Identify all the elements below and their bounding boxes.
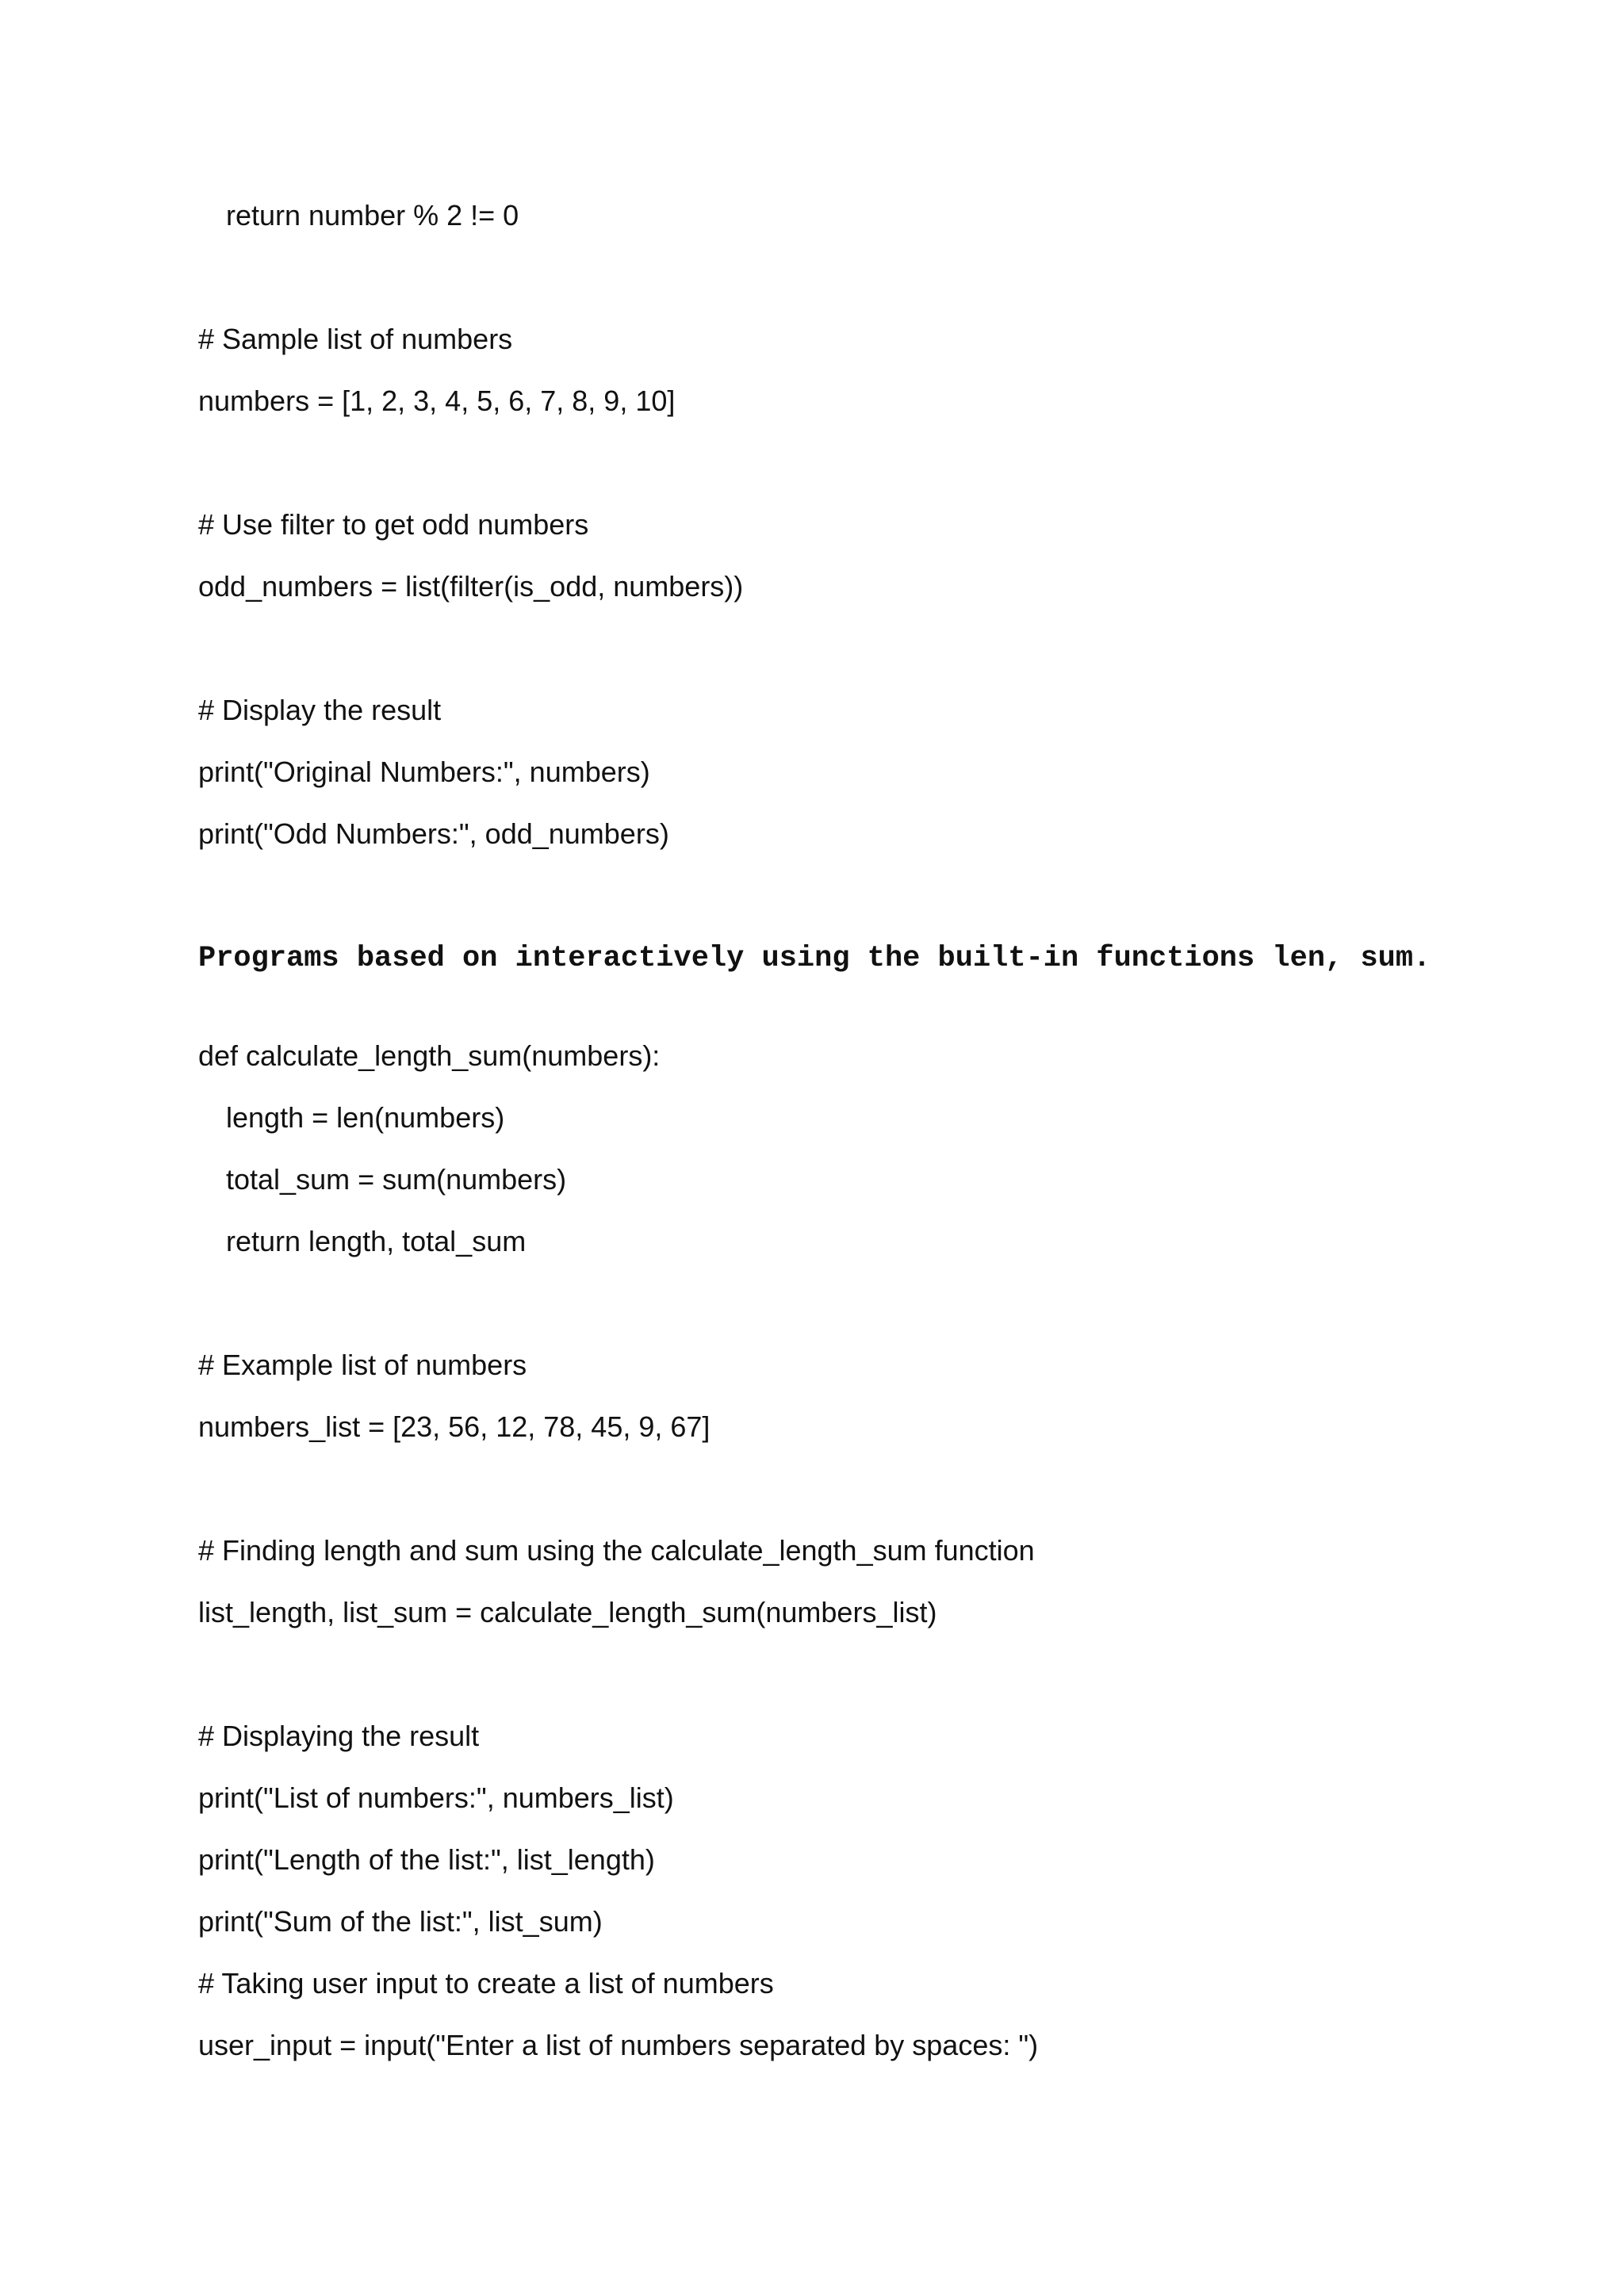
code-comment: # Finding length and sum using the calculate_length_sum function — [198, 1534, 1035, 1567]
code-comment: # Use filter to get odd numbers — [198, 508, 589, 541]
code-line: odd_numbers = list(filter(is_odd, numbers)) — [198, 570, 744, 603]
code-line: print("List of numbers:", numbers_list) — [198, 1781, 674, 1814]
code-line: return length, total_sum — [226, 1225, 527, 1257]
code-line: print("Original Numbers:", numbers) — [198, 756, 650, 788]
section-heading: Programs based on interactively using the built-in functions len, sum. — [198, 942, 1431, 975]
code-line: print("Length of the list:", list_length) — [198, 1843, 655, 1876]
code-line: numbers_list = [23, 56, 12, 78, 45, 9, 67] — [198, 1410, 710, 1443]
code-comment: # Taking user input to create a list of numbers — [198, 1967, 774, 1999]
code-line: return number % 2 != 0 — [226, 199, 519, 232]
code-comment: # Sample list of numbers — [198, 323, 513, 355]
code-comment: # Display the result — [198, 694, 442, 726]
code-line: def calculate_length_sum(numbers): — [198, 1039, 661, 1072]
code-line: user_input = input("Enter a list of numbers separated by spaces: ") — [198, 2029, 1039, 2061]
code-comment: # Displaying the result — [198, 1720, 480, 1752]
code-line: numbers = [1, 2, 3, 4, 5, 6, 7, 8, 9, 10] — [198, 385, 676, 417]
code-line: length = len(numbers) — [226, 1101, 505, 1134]
code-line: print("Odd Numbers:", odd_numbers) — [198, 817, 669, 850]
code-comment: # Example list of numbers — [198, 1349, 527, 1381]
code-line: print("Sum of the list:", list_sum) — [198, 1905, 603, 1938]
code-line: list_length, list_sum = calculate_length_sum(numbers_list) — [198, 1596, 937, 1628]
code-line: total_sum = sum(numbers) — [226, 1163, 567, 1196]
